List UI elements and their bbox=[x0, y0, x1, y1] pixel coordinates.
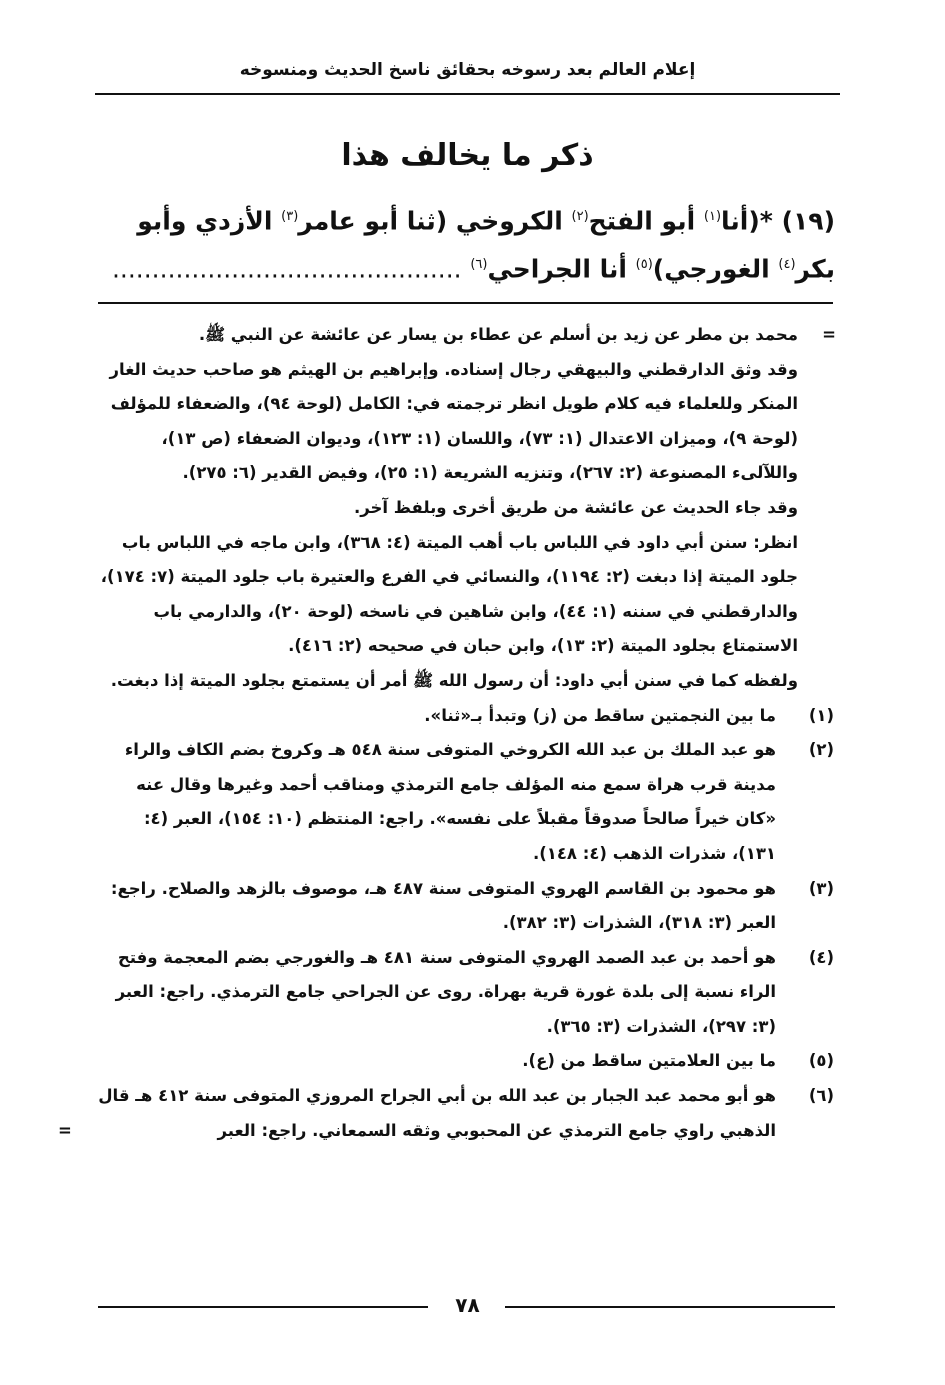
footnote-number: (١) bbox=[808, 705, 834, 725]
hadith-segment: أبو الفتح bbox=[588, 206, 704, 236]
continuation-paragraph: انظر: سنن أبي داود في اللباس باب أهب الميتة (٤: ٣٦٨)، وابن ماجه في اللباس باب جلود الميتة إذا دبغت (٢: ١١٩٤)، والنسائي في الفرع والعتيرة باب جلود الميتة (٧: ١٧٤)، والدارقطني في سننه (١: ٤٤)، وابن شاهين في ناسخه (لوحة ٢٠)، والدارمي باب الاستمتاع بجلود الميتة (٢: ١٣)، وابن حبان في صحيحه (٢: ٤١٦). bbox=[100, 532, 798, 656]
hadith-segment: الغورجي) bbox=[652, 254, 779, 284]
hadith-star: * bbox=[759, 206, 773, 236]
continuation-paragraph: محمد بن مطر عن زيد بن أسلم عن عطاء بن يسار عن عائشة عن النبي ﷺ. bbox=[198, 325, 798, 344]
header-rule bbox=[95, 93, 840, 95]
page-number: ٧٨ bbox=[455, 1293, 480, 1317]
hadith-segment: (أنا bbox=[721, 206, 760, 236]
footnote-item bbox=[58, 1079, 838, 1148]
continuation-marker: = bbox=[58, 1120, 72, 1140]
continuation-paragraph: وقد وثق الدارقطني والبيهقي رجال إسناده. وإبراهيم بن الهيثم هو صاحب حديث الغار المنكر وللعلماء فيه كلام طويل انظر ترجمته في: الكامل (لوحة ٩٤)، والضعفاء للمؤلف (لوحة ٩)، وميزان الاعتدال (١: ٧٣)، واللسان (١: ١٢٣)، وديوان الضعفاء (ص ١٣)، واللآلىء المصنوعة (٢: ٢٦٧)، وتنزيه الشريعة (١: ٢٥)، وفيض القدير (٦: ٢٧٥). bbox=[109, 359, 798, 483]
footnote-text: هو محمود بن القاسم الهروي المتوفى سنة ٤٨٧ هـ، موصوف بالزهد والصلاح. راجع: العبر (٣: ٣١٨)، الشذرات (٣: ٣٨٢). bbox=[110, 878, 776, 933]
running-header-title: إعلام العالم بعد رسوخه بحقائق ناسخ الحديث ومنسوخه bbox=[239, 60, 696, 80]
footnote-item bbox=[98, 872, 838, 941]
footnote-ref: (٢) bbox=[571, 209, 589, 224]
footnote-ref: (١) bbox=[703, 209, 722, 224]
hadith-text bbox=[90, 195, 835, 292]
footnote-text: هو أحمد بن عبد الصمد الهروي المتوفى سنة ٤٨١ هـ والغورجي بضم المعجمة وفتح الراء نسبة إلى بلدة غورة قرية بهراة. روى عن الجراحي جامع الترمذي. راجع: العبر (٣: ٢٩٧)، الشذرات (٣: ٣٦٥). bbox=[115, 947, 776, 1036]
footnote-item bbox=[98, 941, 838, 1045]
hadith-segment: الأزدي وأبو بكر bbox=[137, 206, 835, 284]
dotted-leader: ............................................ bbox=[111, 254, 462, 284]
hadith-segment: الكروخي (ثنا أبو عامر bbox=[298, 206, 572, 236]
footnote-item bbox=[98, 699, 838, 734]
footnote-text: هو عبد الملك بن عبد الله الكروخي المتوفى سنة ٥٤٨ هـ وكروخ بضم الكاف والراء مدينة قرب هراة سمع منه المؤلف جامع الترمذي ومناقب أحمد وغيرها وقال عنه «كان خيراً صالحاً صدوقاً مقبلاً على نفسه». راجع: المنتظم (١٠: ١٥٤)، العبر (٤: ١٣١)، شذرات الذهب (٤: ١٤٨). bbox=[124, 740, 776, 863]
footnote-item bbox=[98, 1044, 838, 1079]
footnote-ref: (٦) bbox=[470, 257, 488, 273]
footnote-text: ما بين النجمتين ساقط من (ز) وتبدأ بـ«ثنا». bbox=[424, 705, 776, 725]
footnote-number: (٣) bbox=[808, 878, 834, 898]
page-number-rule-right bbox=[505, 1306, 835, 1308]
section-heading: ذكر ما يخالف هذا bbox=[341, 138, 594, 173]
footnote-number: (٥) bbox=[808, 1051, 834, 1071]
continuation-paragraph: وقد جاء الحديث عن عائشة من طريق أخرى وبلفظ آخر. bbox=[353, 497, 798, 517]
continuation-paragraph: ولفظه كما في سنن أبي داود: أن رسول الله ﷺ أمر أن يستمتع بجلود الميتة إذا دبغت. bbox=[110, 670, 798, 690]
footnote-ref: (٥) bbox=[635, 257, 653, 273]
footnote-number: (٦) bbox=[808, 1086, 834, 1106]
footnote-text: ما بين العلامتين ساقط من (ع). bbox=[522, 1051, 776, 1071]
hadith-number: (١٩) bbox=[781, 206, 835, 236]
continuation-marker: = bbox=[822, 325, 836, 344]
footnotes-block bbox=[58, 318, 838, 1148]
hadith-segment: أنا الجراحي bbox=[487, 254, 636, 284]
footnote-text: هو أبو محمد عبد الجبار بن عبد الله بن أبي الجراح المروزي المتوفى سنة ٤١٢ هـ قال الذهبي راوي جامع الترمذي عن المحبوبي وثقه السمعاني. راجع: العبر bbox=[98, 1086, 776, 1140]
footnote-ref: (٣) bbox=[281, 209, 299, 224]
footnote-separator bbox=[98, 302, 833, 304]
footnote-continuation bbox=[98, 318, 838, 699]
page-number-rule-left bbox=[98, 1306, 428, 1308]
footnote-number: (٤) bbox=[808, 947, 834, 967]
footnote-number: (٢) bbox=[808, 740, 834, 760]
footnote-item bbox=[98, 733, 838, 871]
footnote-ref: (٤) bbox=[778, 257, 796, 273]
